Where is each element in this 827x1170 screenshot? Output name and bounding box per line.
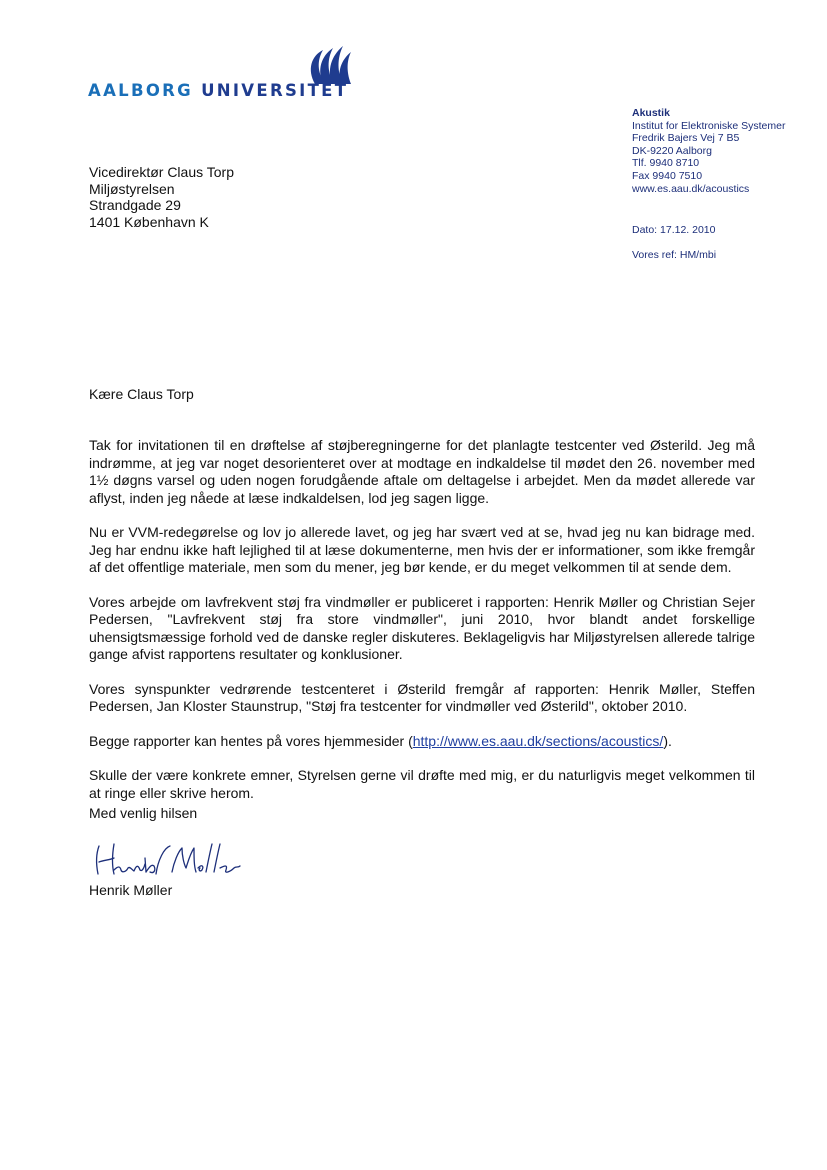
paragraph-1: Tak for invitationen til en drøftelse af støjberegningerne for det planlagte testcenter ved Østerild. Jeg må indrømme, at jeg var noget desorienteret over at modtage en indkaldelse til mødet den 26. november med 1½ døgns varsel og uden nogen forudgående aftale om deltagelse i arbejdet. Men da mødet allerede var aflyst, inden jeg nåede at læse indkaldelsen, lod jeg sagen ligge.: [89, 437, 755, 506]
sender-address: [632, 107, 785, 195]
recipient-street: Strandgade 29: [89, 197, 181, 213]
salutation: Kære Claus Torp: [89, 386, 194, 402]
paragraph-links: [89, 733, 755, 751]
sender-fax: Fax 9940 7510: [632, 169, 703, 182]
paragraph-3: Vores arbejde om lavfrekvent støj fra vindmøller er publiceret i rapporten: Henrik Møller og Christian Sejer Pedersen, "Lavfrekvent støj fra store vindmøller", juni 2010, hvor blandt andet forskellige uhensigtsmæssige forhold ved de danske regler diskuteres. Beklageligvis har Miljøstyrelsen allerede talrige gange afvist rapportens resultater og konklusioner.: [89, 593, 755, 662]
signer-name: Henrik Møller: [89, 882, 173, 898]
sender-city: DK-9220 Aalborg: [632, 144, 712, 157]
acoustics-website-link[interactable]: http://www.es.aau.dk/sections/acoustics/: [412, 732, 664, 749]
links-text-before: Begge rapporter kan hentes på vores hjemmesider (: [89, 732, 413, 749]
recipient-organization: Miljøstyrelsen: [89, 180, 175, 197]
links-text-after: ).: [663, 732, 672, 749]
university-logo: [88, 44, 378, 104]
university-name-first: AALBORG: [88, 81, 194, 100]
university-name-second: UNIVERSITET: [201, 81, 349, 100]
recipient-name: Vicedirektør Claus Torp: [89, 164, 234, 180]
recipient-city: 1401 København K: [89, 213, 209, 230]
sender-street: Fredrik Bajers Vej 7 B5: [632, 132, 740, 145]
paragraph-4: Vores synspunkter vedrørende testcenteret i Østerild fremgår af rapporten: Henrik Møller, Steffen Pedersen, Jan Kloster Staunstrup, "Støj fra testcenter for vindmøller ved Østerild", oktober 2010.: [89, 680, 755, 714]
closing: Med venlig hilsen: [89, 805, 198, 821]
letter-body: [89, 437, 755, 819]
sender-department: Akustik: [632, 107, 670, 119]
handwritten-signature: [90, 836, 250, 886]
university-name: [88, 81, 348, 100]
paragraph-final: Skulle der være konkrete emner, Styrelsen gerne vil drøfte med mig, er du naturligvis meget velkommen til at ringe eller skrive herom.: [89, 767, 755, 801]
sender-institute: Institut for Elektroniske Systemer: [632, 119, 786, 132]
letter-reference: Vores ref: HM/mbi: [632, 249, 717, 261]
sender-web: www.es.aau.dk/acoustics: [632, 182, 750, 195]
recipient-address: [89, 164, 234, 230]
paragraph-2: Nu er VVM-redegørelse og lov jo allerede lavet, og jeg har svært ved at se, hvad jeg nu kan bidrage med. Jeg har endnu ikke haft lejlighed til at læse dokumenterne, men hvis der er informationer, som ikke fremgår af det offentlige materiale, men som du mener, jeg bør kende, er du meget velkommen til at sende dem.: [89, 524, 755, 575]
letter-date: Dato: 17.12. 2010: [632, 224, 716, 236]
waves-logo-icon: [301, 44, 353, 84]
sender-phone: Tlf. 9940 8710: [632, 157, 700, 170]
